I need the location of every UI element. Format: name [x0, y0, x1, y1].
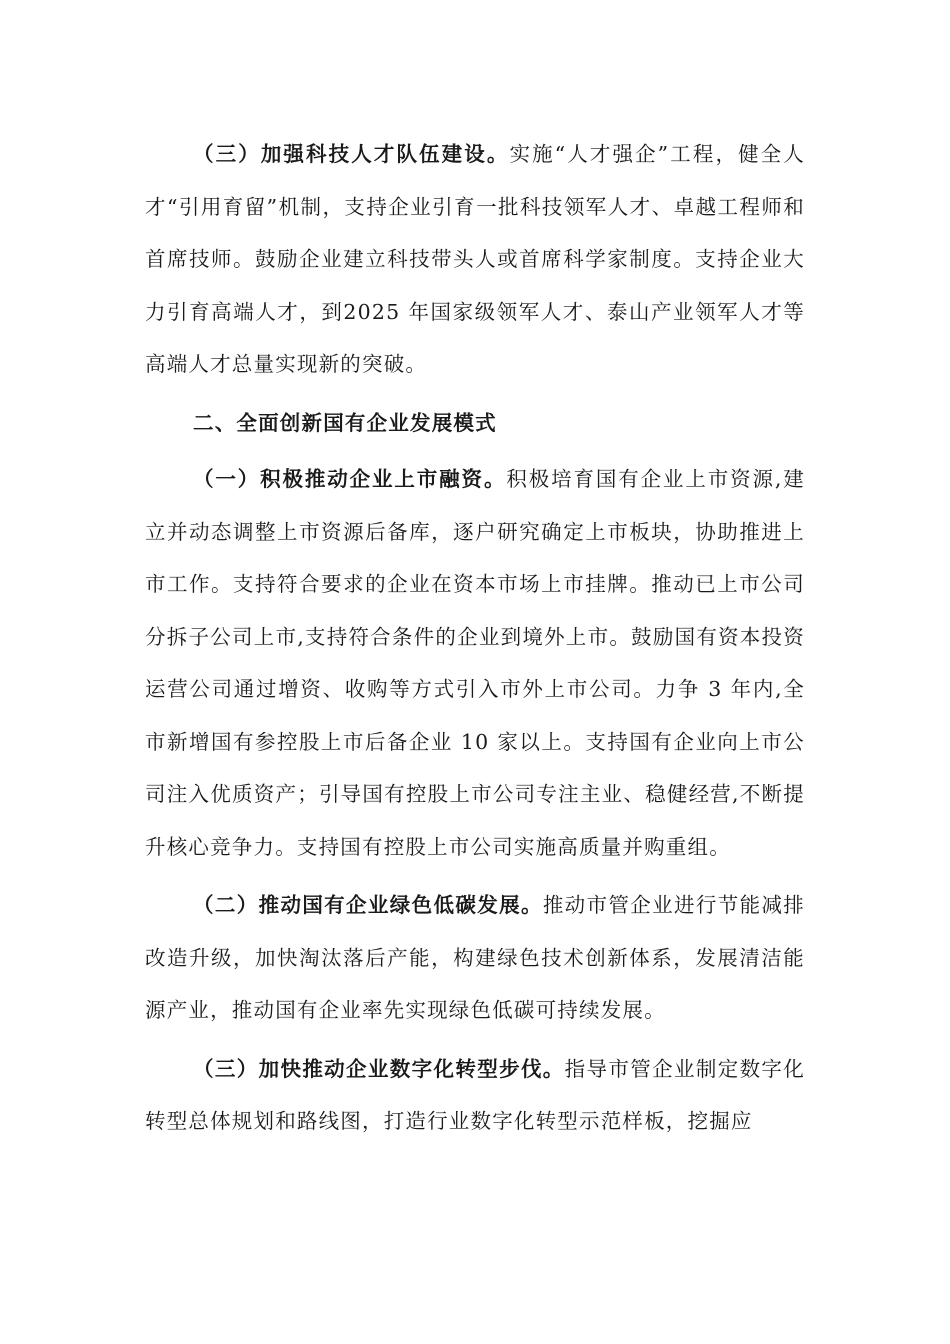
document-body	[145, 128, 805, 1148]
paragraph-green-development	[145, 879, 805, 1037]
paragraph-body: 推动市管企业进行节能减排改造升级，加快淘汰落后产能，构建绿色技术创新体系，发展清洁能源产业，推动国有企业率先实现绿色低碳可持续发展。	[145, 893, 806, 1022]
paragraph-lead: （二）推动国有企业绿色低碳发展。	[193, 893, 543, 917]
paragraph-digital-transformation	[145, 1043, 805, 1148]
paragraph-talent-team	[145, 128, 805, 391]
paragraph-body: 指导市管企业制定数字化转型总体规划和路线图，打造行业数字化转型示范样板，挖掘应	[145, 1056, 805, 1133]
paragraph-body: 积极培育国有企业上市资源,建立并动态调整上市资源后备库，逐户研究确定上市板块，协助推进上市工作。支持符合要求的企业在资本市场上市挂牌。推动已上市公司分拆子公司上市,支持符合条件的企业到境外上市。鼓励国有资本投资运营公司通过增资、收购等方式引入市外上市公司。力争 3 年内,全市新增国有参控股上市后备企业 10 家以上。支持国有企业向上市公司注入优质资产；引导国有控股上市公司专注主业、稳健经营,不断提升核心竞争力。支持国有控股上市公司实施高质量并购重组。	[145, 467, 805, 859]
paragraph-lead: （三）加快推动企业数字化转型步伐。	[193, 1056, 565, 1081]
paragraph-body: 实施“人才强企”工程，健全人才“引用育留”机制，支持企业引育一批科技领军人才、卓越工程师和首席技师。鼓励企业建立科技带头人或首席科学家制度。支持企业大力引育高端人才，到2025 年国家级领军人才、泰山产业领军人才等高端人才总量实现新的突破。	[145, 142, 805, 376]
paragraph-lead: （一）积极推动企业上市融资。	[193, 467, 507, 491]
paragraph-lead: （三）加强科技人才队伍建设。	[193, 142, 510, 166]
section-heading: 二、全面创新国有企业发展模式	[193, 410, 497, 435]
paragraph-listing-financing	[145, 453, 805, 873]
